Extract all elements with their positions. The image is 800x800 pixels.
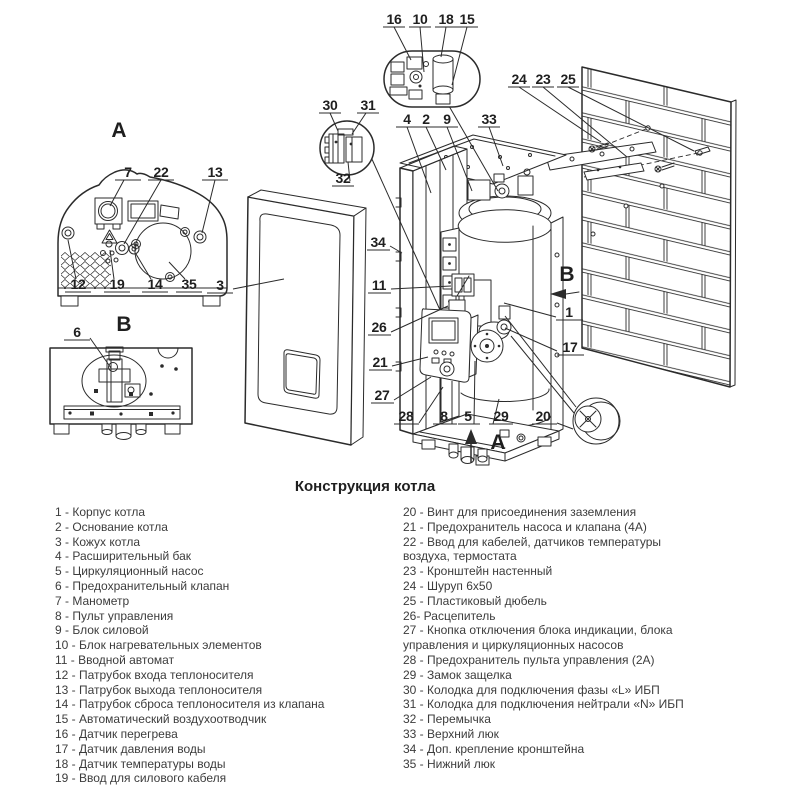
- legend-item: 5 - Циркуляционный насос: [55, 564, 204, 579]
- legend-item: 8 - Пульт управления: [55, 608, 174, 623]
- legend-item: 1 - Корпус котла: [55, 505, 146, 519]
- svg-text:24: 24: [511, 71, 527, 87]
- legend-item: 24 - Шуруп 6х50: [403, 578, 493, 593]
- view-a-label: А: [111, 119, 127, 142]
- svg-text:25: 25: [560, 71, 576, 87]
- svg-text:32: 32: [335, 170, 351, 186]
- callout-16: [383, 11, 411, 60]
- svg-text:15: 15: [459, 11, 475, 27]
- svg-text:30: 30: [322, 97, 338, 113]
- svg-text:4: 4: [403, 111, 411, 127]
- svg-text:29: 29: [493, 408, 509, 424]
- svg-text:27: 27: [374, 387, 390, 403]
- legend-item: 15 - Автоматический воздухоотводчик: [55, 712, 267, 727]
- svg-text:26: 26: [371, 319, 387, 335]
- svg-text:35: 35: [181, 276, 197, 292]
- svg-text:20: 20: [535, 408, 551, 424]
- svg-text:23: 23: [535, 71, 551, 87]
- svg-text:9: 9: [443, 111, 451, 127]
- callout-18: [435, 11, 457, 57]
- legend-item: 9 - Блок силовой: [55, 623, 149, 638]
- svg-text:5: 5: [464, 408, 472, 424]
- legend-item: 35 - Нижний люк: [403, 756, 496, 771]
- svg-text:33: 33: [481, 111, 497, 127]
- legend-item: 32 - Перемычка: [403, 712, 491, 727]
- svg-text:28: 28: [398, 408, 414, 424]
- legend-item: 34 - Доп. крепление кронштейна: [403, 741, 585, 756]
- svg-text:31: 31: [360, 97, 376, 113]
- legend-item: 30 - Колодка для подключения фазы «L» ИБП: [403, 682, 660, 697]
- view-b-drawing: [50, 347, 192, 440]
- legend-item: 27 - Кнопка отключения блока индикации, блока управления и циркуляционных насосов: [403, 623, 673, 653]
- legend-item: 4 - Расширительный бак: [55, 549, 192, 564]
- svg-text:7: 7: [124, 164, 132, 180]
- legend-item: 3 - Кожух котла: [55, 534, 141, 549]
- legend-item: 31 - Колодка для подключения нейтрали «N» ИБП: [403, 697, 684, 712]
- svg-text:10: 10: [412, 11, 428, 27]
- legend-item: 23 - Кронштейн настенный: [403, 564, 553, 579]
- svg-text:6: 6: [73, 324, 81, 340]
- svg-text:13: 13: [207, 164, 223, 180]
- svg-text:17: 17: [562, 339, 578, 355]
- callout-34: [367, 234, 402, 253]
- svg-text:14: 14: [147, 276, 163, 292]
- svg-text:12: 12: [70, 276, 86, 292]
- legend-item: 29 - Замок защелка: [403, 667, 512, 682]
- vent-grille: [61, 252, 111, 289]
- legend-item: 17 - Датчик давления воды: [55, 741, 206, 756]
- svg-text:34: 34: [370, 234, 386, 250]
- legend-item: 14 - Патрубок сброса теплоносителя из клапана: [55, 697, 325, 712]
- legend-item: 7 - Манометр: [55, 593, 130, 608]
- legend-item: 12 - Патрубок входа теплоносителя: [55, 667, 254, 682]
- legend-item: 21 - Предохранитель насоса и клапана (4А): [403, 519, 647, 534]
- legend-item: 28 - Предохранитель пульта управления (2А): [403, 652, 655, 667]
- legend-column-right: [403, 505, 705, 771]
- svg-text:19: 19: [109, 276, 125, 292]
- legend-item: 13 - Патрубок выхода теплоносителя: [55, 682, 263, 697]
- legend-item: 33 - Верхний люк: [403, 726, 499, 741]
- legend-item: 6 - Предохранительный клапан: [55, 578, 230, 593]
- front-cover-drawing: [245, 190, 366, 445]
- svg-text:1: 1: [565, 304, 573, 320]
- legend-item: 20 - Винт для присоединения заземления: [403, 505, 637, 519]
- svg-text:16: 16: [386, 11, 402, 27]
- section-a-label: А: [490, 431, 506, 454]
- legend-item: 18 - Датчик температуры воды: [55, 756, 226, 771]
- legend-item: 16 - Датчик перегрева: [55, 726, 178, 741]
- brick-wall: [582, 67, 736, 387]
- legend-item: 26- Расцепитель: [403, 608, 496, 623]
- section-b-label: В: [559, 263, 575, 286]
- legend-item: 2 - Основание котла: [55, 519, 168, 534]
- svg-text:18: 18: [438, 11, 454, 27]
- legend-item: 19 - Ввод для силового кабеля: [55, 771, 227, 786]
- legend-item: 11 - Вводной автомат: [55, 652, 175, 667]
- svg-text:22: 22: [153, 164, 169, 180]
- svg-text:8: 8: [440, 408, 448, 424]
- svg-text:11: 11: [371, 277, 387, 293]
- svg-text:21: 21: [372, 354, 388, 370]
- legend-column-left: [55, 505, 400, 786]
- view-b-label: В: [116, 313, 132, 336]
- svg-text:2: 2: [422, 111, 430, 127]
- legend-item: 10 - Блок нагревательных элементов: [55, 638, 262, 653]
- legend-item: 22 - Ввод для кабелей, датчиков температуры воздуха, термостата: [403, 534, 662, 564]
- legend-item: 25 - Пластиковый дюбель: [403, 593, 547, 608]
- page-title: Конструкция котла: [294, 478, 436, 495]
- svg-text:3: 3: [216, 277, 224, 293]
